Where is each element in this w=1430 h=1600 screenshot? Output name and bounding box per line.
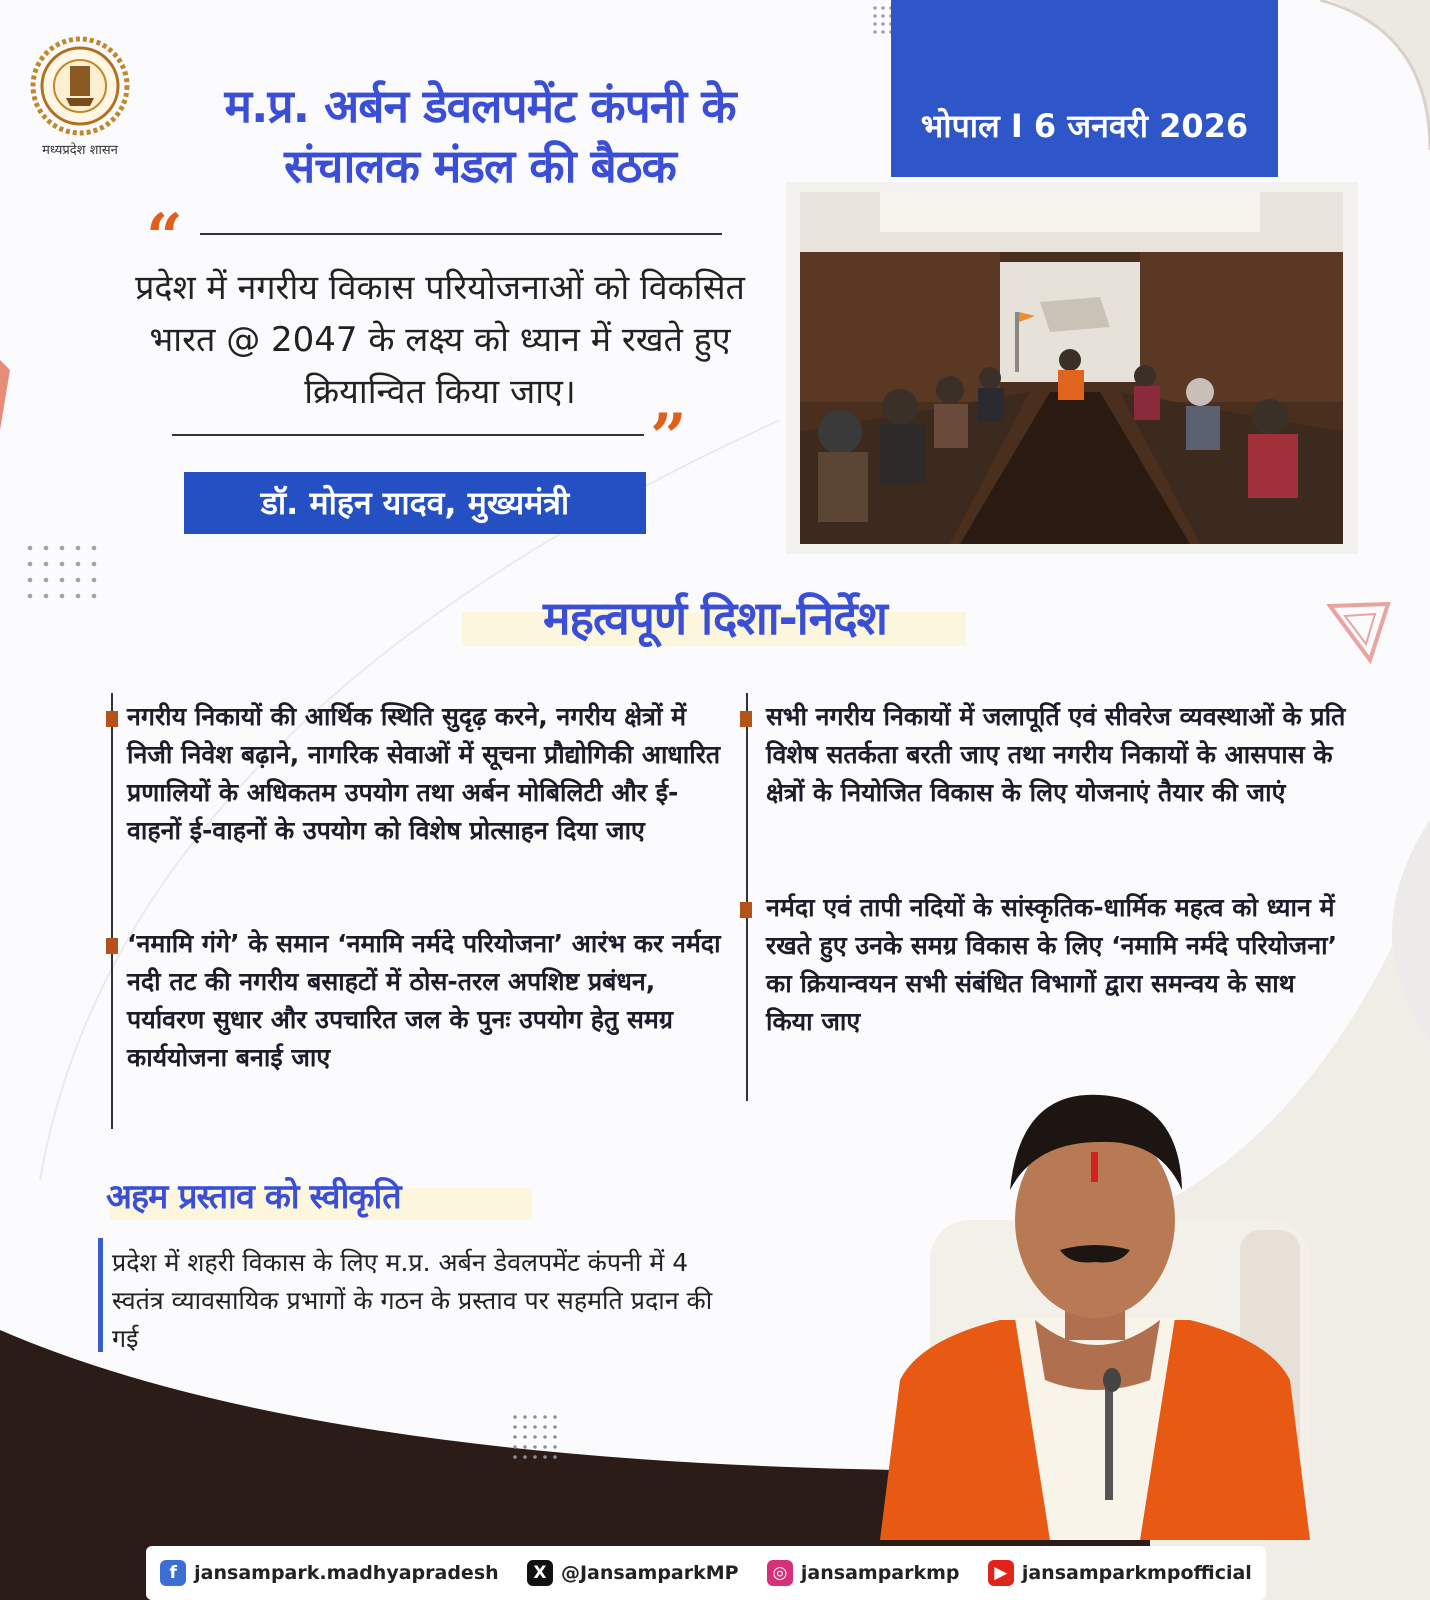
quote-close-icon: ” [650, 400, 687, 475]
left-column-rule [111, 693, 113, 1129]
quote-top-rule [200, 233, 722, 235]
author-box [184, 472, 646, 534]
bullet-icon [740, 711, 752, 727]
mp-emblem-icon [30, 36, 130, 136]
social-youtube[interactable] [988, 1560, 1252, 1586]
guideline-left-2: ‘नमामि गंगे’ के समान ‘नमामि नर्मदे परियोजना’ आरंभ कर नर्मदा नदी तट की नगरीय बसाहटों में ठोस-तरल अपशिष्ट प्रबंधन, पर्यावरण सुधार और उपचारित जल के पुनः उपयोग हेतु समग्र कार्ययोजना बनाई जाए [127, 929, 721, 1072]
quote-bottom-rule [172, 434, 644, 436]
x-icon: X [527, 1560, 553, 1586]
x-handle: @JansamparkMP [560, 1562, 739, 1584]
emblem-label: मध्यप्रदेश शासन [42, 143, 118, 158]
social-facebook[interactable] [160, 1560, 499, 1586]
approval-accent-bar [98, 1238, 103, 1352]
social-x[interactable] [527, 1560, 739, 1586]
social-footer [146, 1546, 1266, 1600]
social-instagram[interactable] [767, 1560, 960, 1586]
page-title-line2: संचालक मंडल की बैठक [284, 139, 676, 193]
approval-heading: अहम प्रस्ताव को स्वीकृति [106, 1177, 401, 1217]
guideline-left-1: नगरीय निकायों की आर्थिक स्थिति सुदृढ़ करने, नगरीय क्षेत्रों में निजी निवेश बढ़ाने, नागरिक सेवाओं में सूचना प्रौद्योगिकी आधारित प्रणालियों के अधिकतम उपयोग तथा अर्बन मोबिलिटी और ई-वाहनों ई-वाहनों के उपयोग को विशेष प्रोत्साहन दिया जाए [127, 702, 721, 845]
bullet-icon [740, 902, 752, 918]
date-box [891, 0, 1278, 177]
quote-author: डॉ. मोहन यादव, मुख्यमंत्री [260, 484, 570, 522]
guidelines-heading: महत्वपूर्ण दिशा-निर्देश [543, 591, 887, 645]
place-date: भोपाल I 6 जनवरी 2026 [920, 107, 1249, 145]
instagram-handle: jansamparkmp [800, 1562, 960, 1584]
right-column-rule [746, 693, 748, 1101]
dot-grid-bottom [510, 1412, 558, 1460]
quote-text: प्रदेश में नगरीय विकास परियोजनाओं को विकसित भारत @ 2047 के लक्ष्य को ध्यान में रखते हुए क्रियान्वित किया जाए। [135, 268, 745, 412]
chief-minister-portrait [860, 1080, 1360, 1540]
dot-grid-left [22, 540, 102, 604]
guideline-right-2: नर्मदा एवं तापी नदियों के सांस्कृतिक-धार्मिक महत्व को ध्यान में रखते हुए उनके समग्र विकास के लिए ‘नमामि नर्मदे परियोजना’ का क्रियान्वयन सभी संबंधित विभागों द्वारा समन्वय के साथ किया जाए [766, 893, 1338, 1036]
approval-text: प्रदेश में शहरी विकास के लिए म.प्र. अर्बन डेवलपमेंट कंपनी में 4 स्वतंत्र व्यावसायिक प्रभागों के गठन के प्रस्ताव पर सहमति प्रदान की गई [112, 1248, 713, 1353]
facebook-icon: f [160, 1560, 186, 1586]
bullet-icon [106, 711, 118, 727]
guideline-right-1: सभी नगरीय निकायों में जलापूर्ति एवं सीवरेज व्यवस्थाओं के प्रति विशेष सतर्कता बरती जाए तथा नगरीय निकायों के आसपास के क्षेत्रों के नियोजित विकास के लिए योजनाएं तैयार की जाएं [766, 702, 1346, 807]
meeting-photo [800, 192, 1343, 544]
instagram-icon: ◎ [767, 1560, 793, 1586]
youtube-handle: jansamparkmpofficial [1021, 1562, 1252, 1584]
bullet-icon [106, 938, 118, 954]
facebook-handle: jansampark.madhyapradesh [194, 1562, 499, 1584]
quote-open-icon: “ [146, 200, 183, 275]
page-title-line1: म.प्र. अर्बन डेवलपमेंट कंपनी के [224, 79, 736, 133]
youtube-icon: ▶ [988, 1560, 1014, 1586]
